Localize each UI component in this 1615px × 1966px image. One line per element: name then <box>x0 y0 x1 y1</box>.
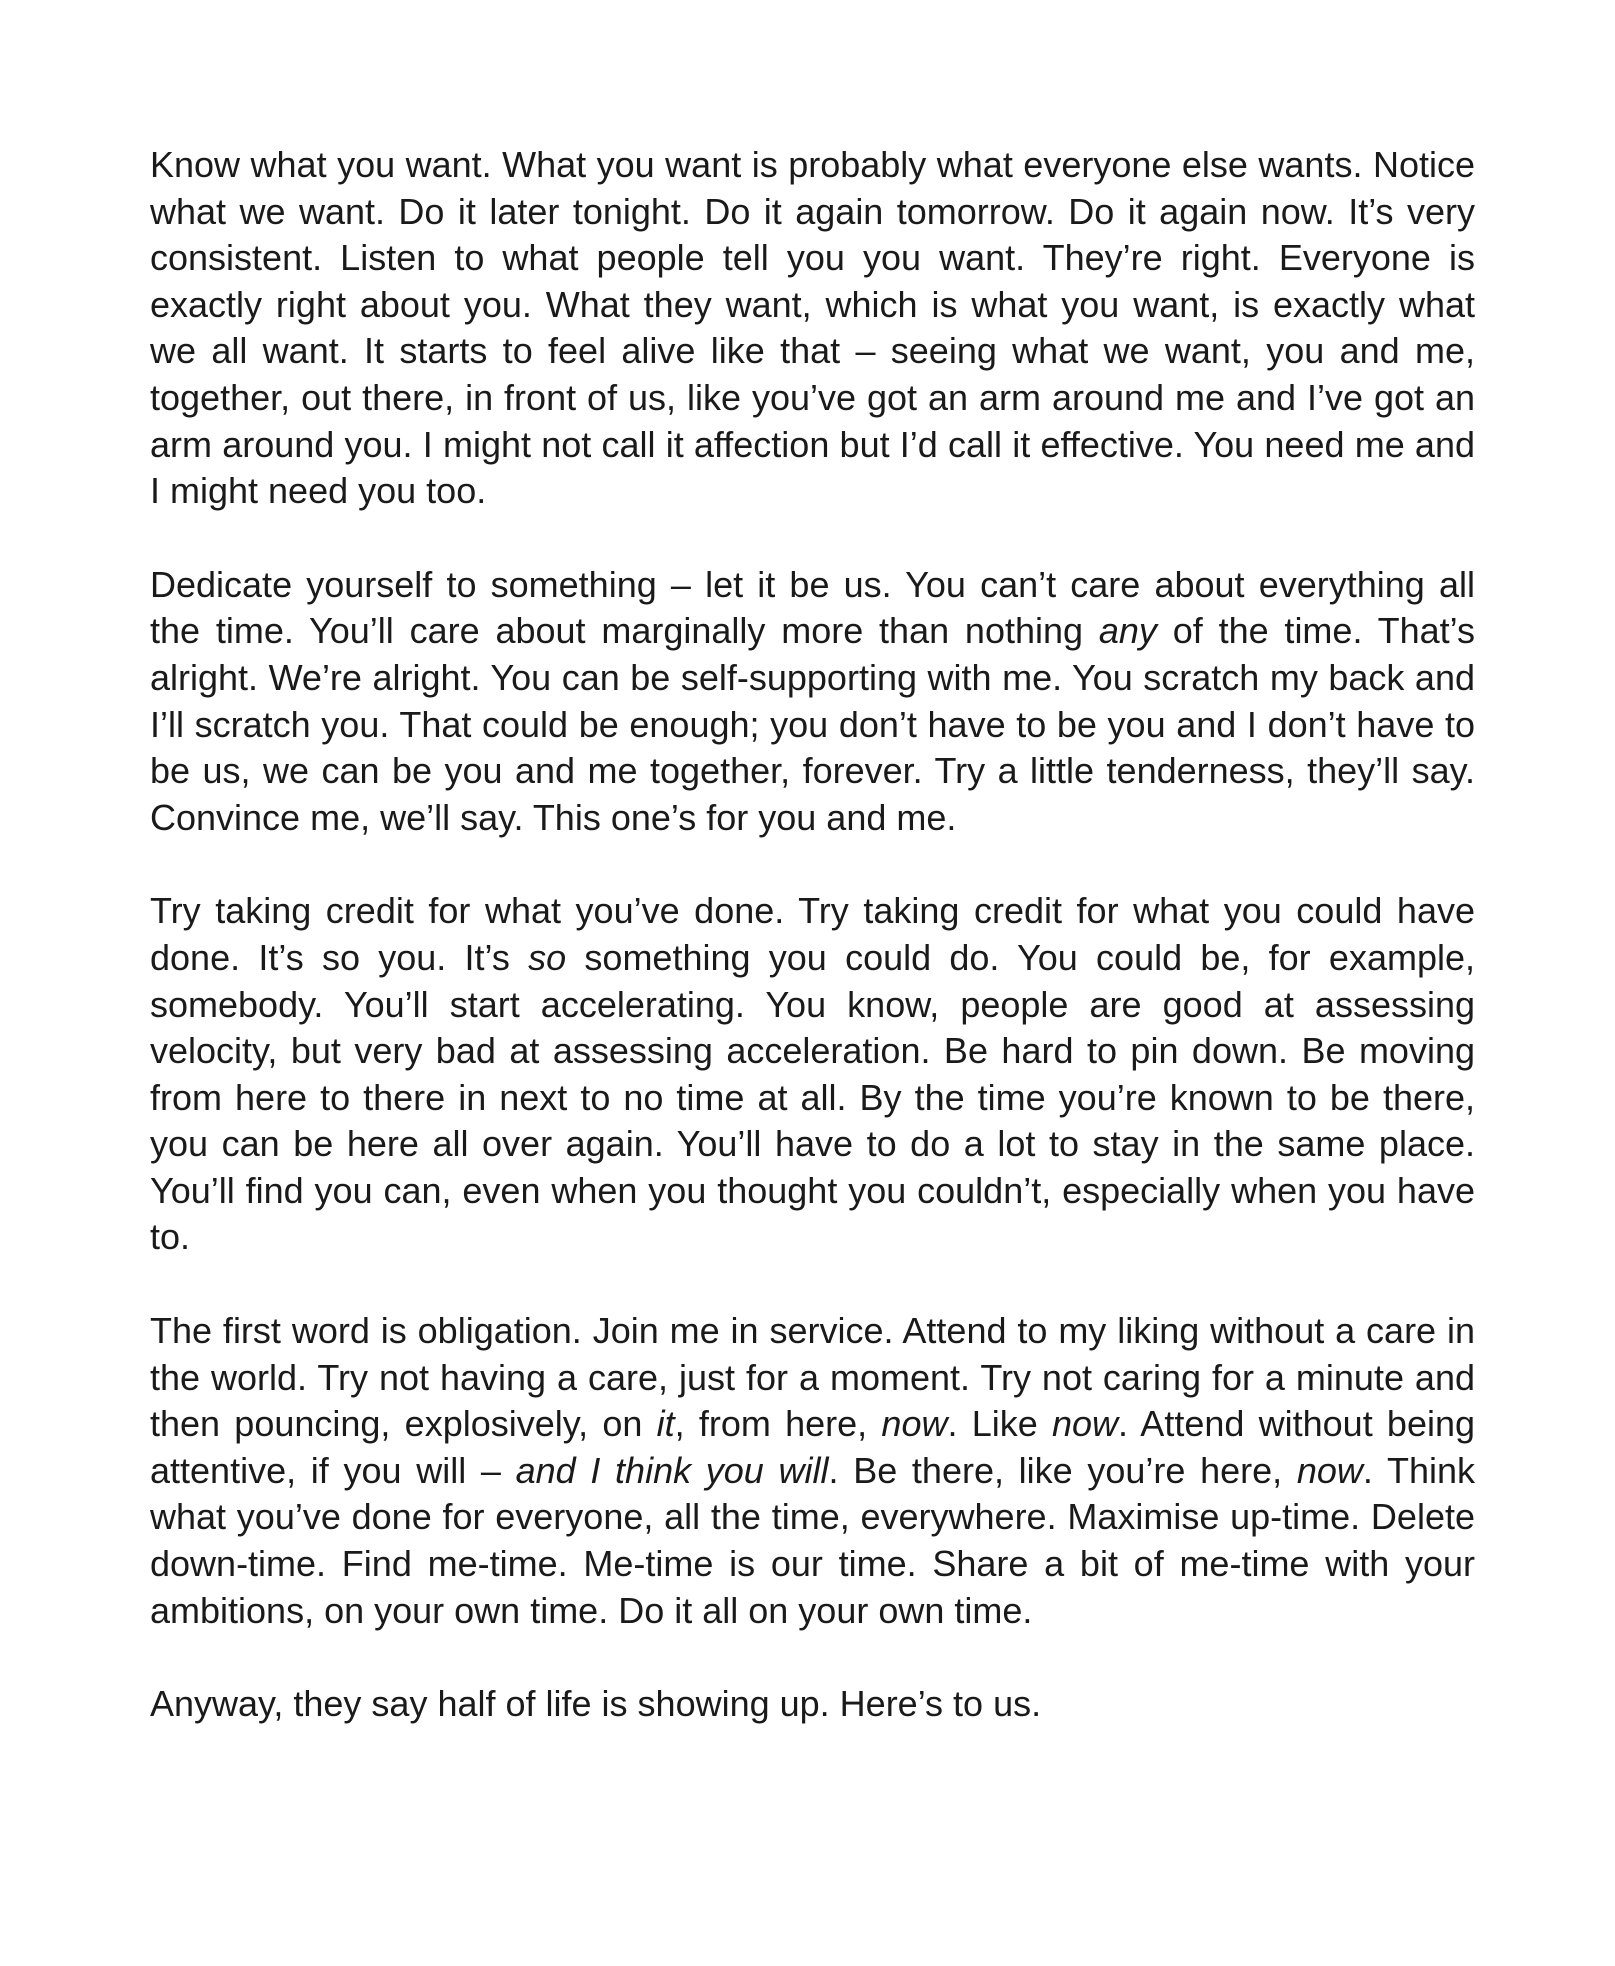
text-segment: , from here, <box>674 1403 882 1445</box>
italic-text: now <box>1296 1449 1363 1491</box>
italic-text: now <box>881 1403 948 1445</box>
italic-text: it <box>656 1403 675 1445</box>
paragraph <box>150 142 1475 515</box>
paragraph <box>150 1308 1475 1634</box>
text-segment: Dedicate yourself to something – let it be us. You can’t care about everything all the time. You’ll care about marginally more than nothing <box>150 563 1475 652</box>
italic-text: so <box>528 936 567 978</box>
text-segment: Know what you want. What you want is probably what everyone else wants. Notice what we want. Do it later tonight. Do it again tomorrow. Do it again now. It’s very consistent. Listen to what people tell you you want. They’re right. Everyone is exactly right about you. What they want, which is what you want, is exactly what we all want. It starts to feel alive like that – seeing what we want, you and me, together, out there, in front of us, like you’ve got an arm around me and I’ve got an arm around you. I might not call it affection but I’d call it effective. You need me and I might need you too. <box>150 144 1475 512</box>
text-segment: of the time. That’s alright. We’re alright. You can be self-supporting with me. You scratch my back and I’ll scratch you. That could be enough; you don’t have to be you and I don’t have to be us, we can be you and me together, forever. Try a little tenderness, they’ll say. Convince me, we’ll say. This one’s for you and me. <box>150 610 1475 838</box>
italic-text: and I think you will <box>515 1449 829 1491</box>
paragraph <box>150 1681 1475 1728</box>
italic-text: any <box>1098 610 1157 652</box>
paragraph <box>150 888 1475 1261</box>
text-segment: something you could do. You could be, for example, somebody. You’ll start accelerating. You know, people are good at assessing velocity, but very bad at assessing acceleration. Be hard to pin down. Be moving from here to there in next to no time at all. By the time you’re known to be there, you can be here all over again. You’ll have to do a lot to stay in the same place. You’ll find you can, even when you thought you couldn’t, especially when you have to. <box>150 936 1475 1258</box>
text-segment: . Be there, like you’re here, <box>828 1449 1297 1491</box>
text-segment: . Think what you’ve done for everyone, all the time, everywhere. Maximise up-time. Delete down-time. Find me-time. Me-time is our time. Share a bit of me-time with your ambitions, on your own time. Do it all on your own time. <box>150 1449 1475 1631</box>
document-page <box>150 142 1475 1728</box>
text-segment: . Attend without being attentive, if you will – <box>150 1403 1476 1491</box>
text-segment: . Like <box>947 1403 1052 1445</box>
paragraph <box>150 562 1475 842</box>
italic-text: now <box>1052 1403 1119 1445</box>
text-segment: The first word is obligation. Join me in service. Attend to my liking without a care in the world. Try not having a care, just for a moment. Try not caring for a minute and then pouncing, explosively, on <box>150 1310 1475 1445</box>
text-segment: Try taking credit for what you’ve done. Try taking credit for what you could have done. It’s so you. It’s <box>150 890 1475 978</box>
text-segment: Anyway, they say half of life is showing up. Here’s to us. <box>150 1683 1042 1725</box>
